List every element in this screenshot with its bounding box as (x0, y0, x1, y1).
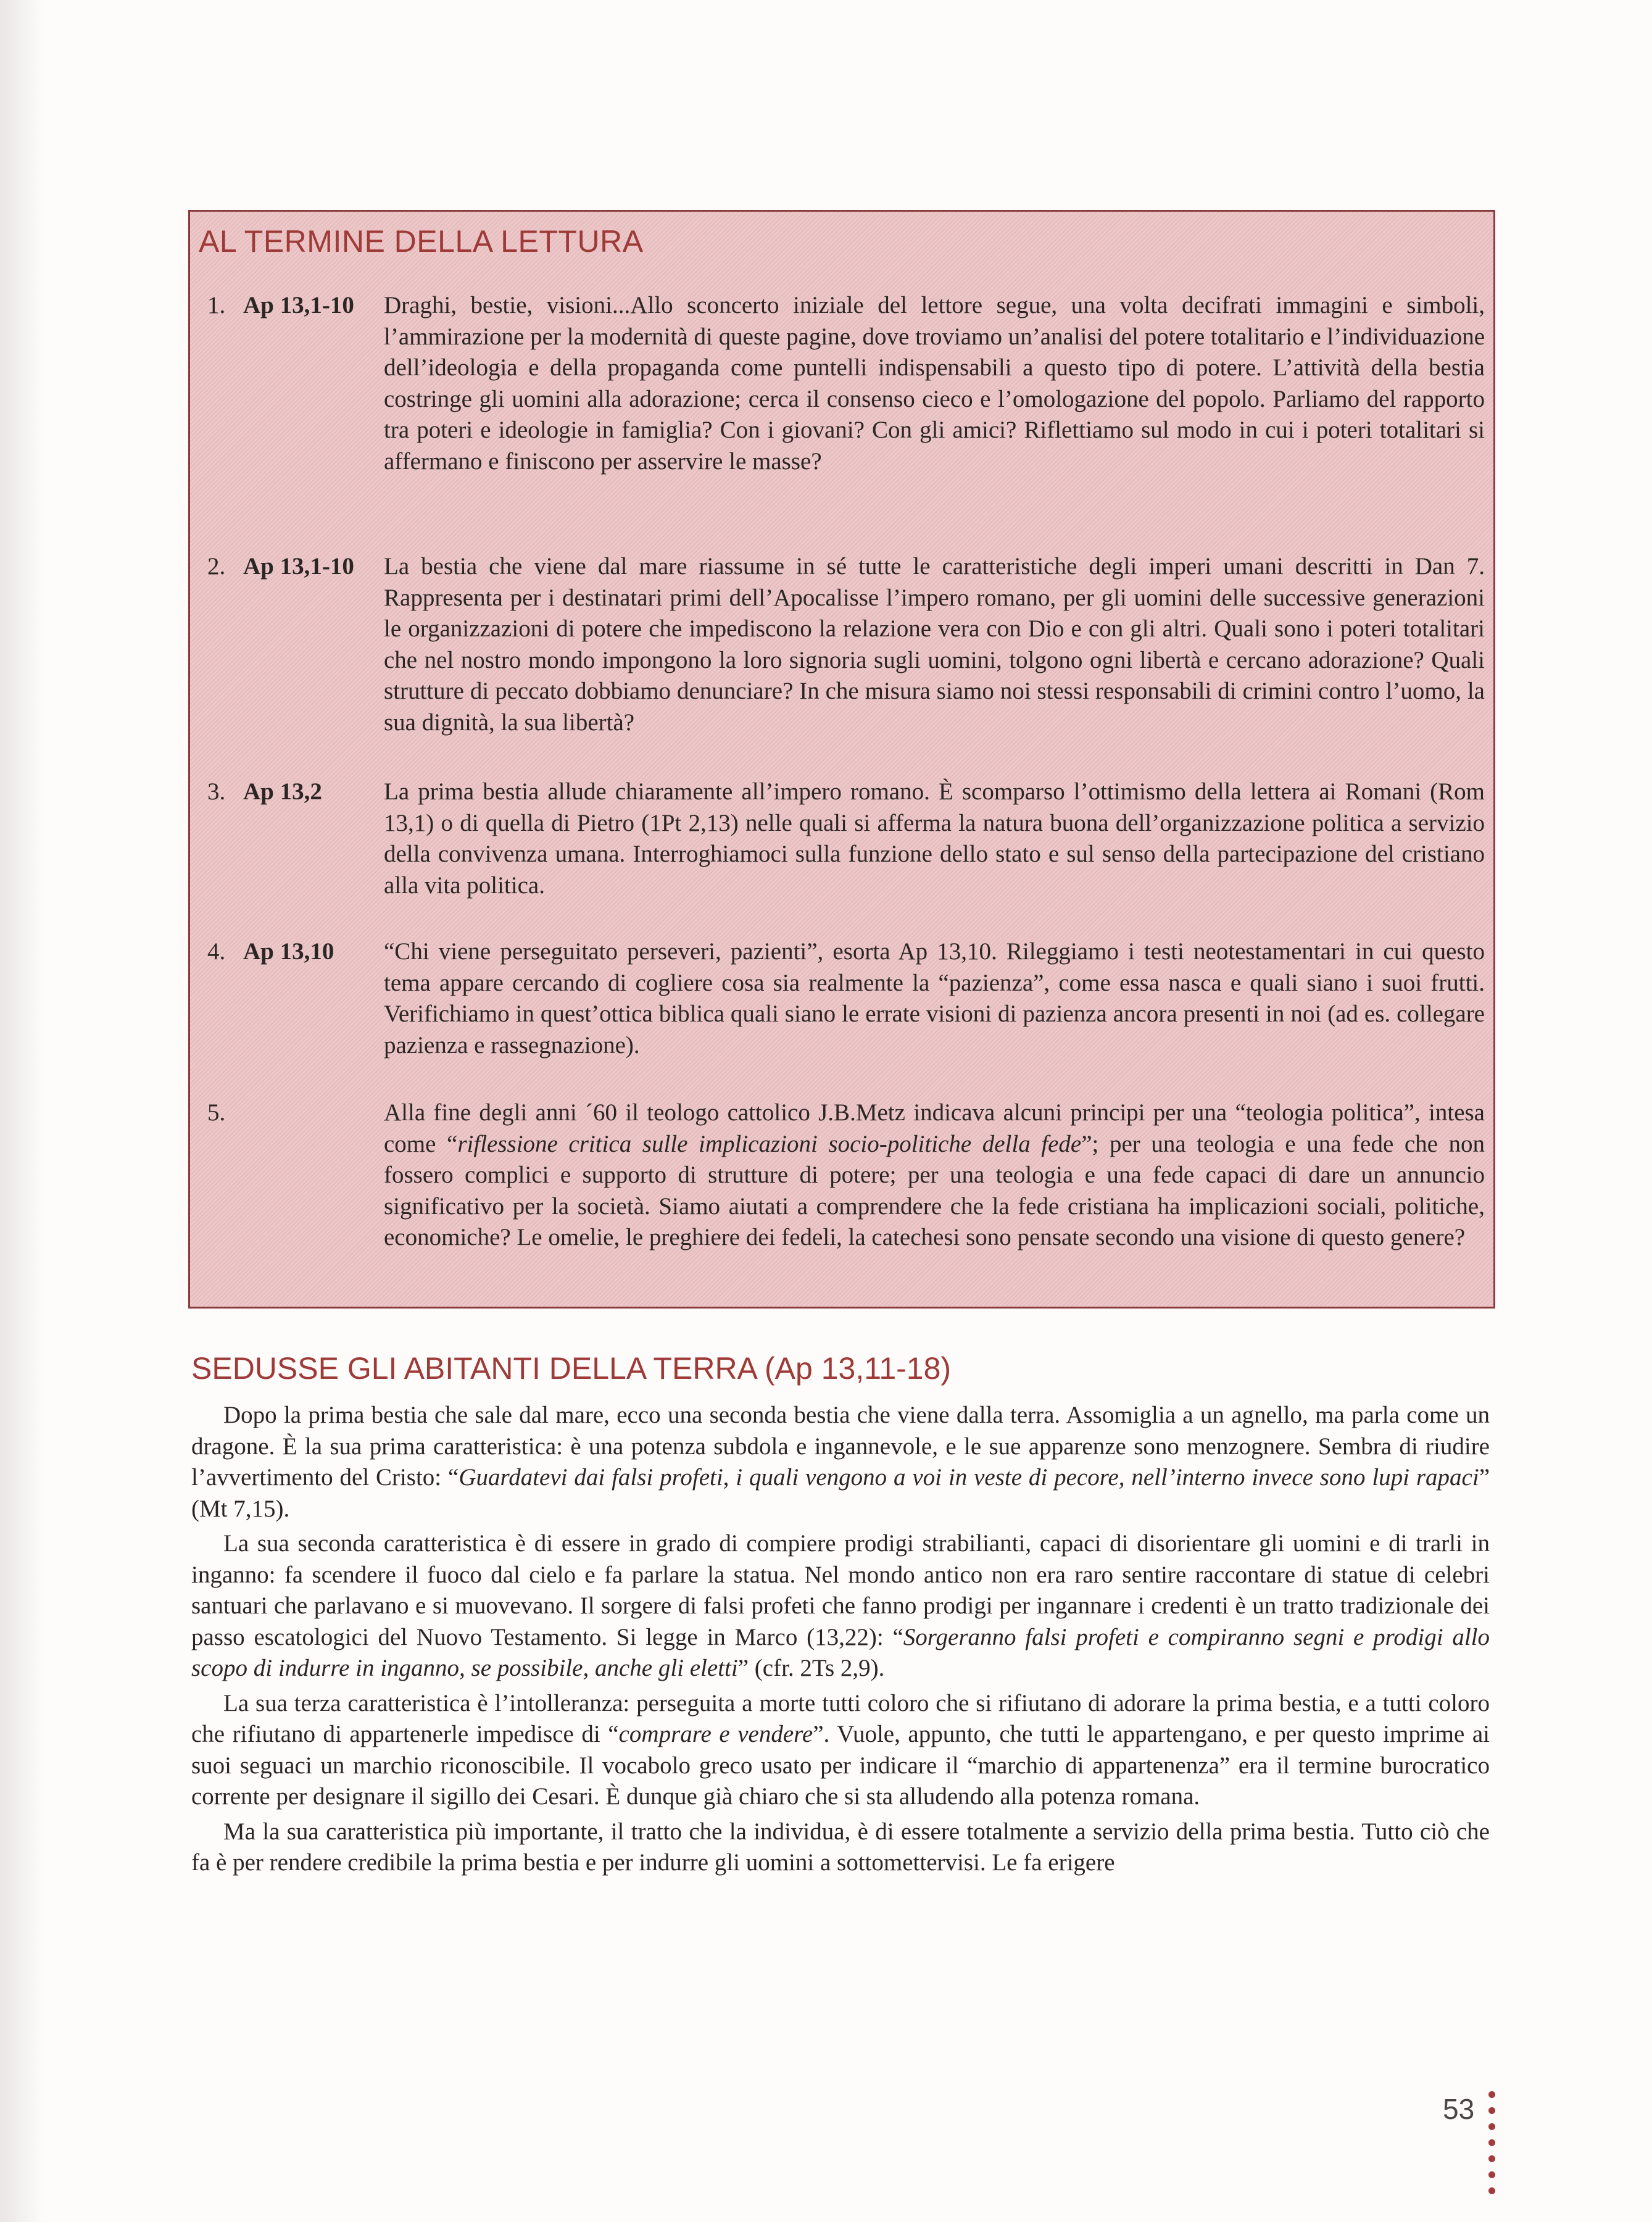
item-number: 2. (207, 553, 226, 580)
dot-icon (1488, 2091, 1495, 2098)
decorative-dots (1488, 2091, 1497, 2203)
paragraph-3 (191, 1688, 1490, 1813)
item-text: La prima bestia allude chiaramente all’impero romano. È scomparso l’ottimismo della lettera ai Romani (Rom 13,1) o di quella di Pietro (1Pt 2,13) nelle quali si afferma la natura buona dell’organizzazione politica a servizio della convivenza umana. Interroghiamoci sulla funzione dello stato e sul senso della partecipazione del cristiano alla vita politica. (384, 778, 1485, 899)
page-edge-shadow (0, 0, 43, 2222)
paragraph-quote: Sorgeranno falsi profeti e compiranno segni e prodigi allo scopo di indurre in inganno, se possibile, anche gli eletti (191, 1623, 1490, 1681)
paragraph-text: La sua terza caratteristica è l’intolleranza: perseguita a morte tutti coloro che si rifiutano di adorare la prima bestia, e a tutti coloro che rifiutano di appartenerle impedisce di “ (191, 1689, 1490, 1747)
question-item-1 (207, 290, 1485, 477)
dot-icon (1488, 2171, 1495, 2178)
question-item-2 (207, 551, 1485, 738)
item-number: 5. (207, 1099, 226, 1126)
item-text: “Chi viene perseguitato perseveri, pazienti”, esorta Ap 13,10. Rileggiamo i testi neotestamentari in cui questo tema appare cercando di cogliere cosa sia realmente la “pazienza”, come essa nasca e quali siano i suoi frutti. Verifichiamo in quest’ottica biblica quali siano le errate visioni di pazienza ancora presenti in noi (ad es. collegare pazienza e rassegnazione). (384, 938, 1485, 1059)
item-text-italic: riflessione critica sulle implicazioni socio-politiche della fede (457, 1130, 1082, 1157)
question-item-4 (207, 936, 1485, 1061)
page-number: 53 (1443, 2093, 1475, 2125)
item-number: 3. (207, 778, 226, 805)
item-reference: Ap 13,1-10 (243, 292, 354, 318)
item-text (384, 1097, 1485, 1254)
item-reference: Ap 13,2 (243, 778, 322, 805)
dot-icon (1488, 2107, 1495, 2114)
dot-icon (1488, 2187, 1495, 2194)
item-text-part: Alla fine degli anni ´60 il teologo cattolico J.B.Metz indicava alcuni principi per una “teologia politica”, intesa come “ (384, 1099, 1485, 1157)
paragraph-2 (191, 1528, 1490, 1684)
item-reference: Ap 13,10 (243, 938, 334, 965)
dot-icon (1488, 2139, 1495, 2146)
dot-icon (1488, 2123, 1495, 2130)
item-text-part: ”; per una teologia e una fede che non fossero complici e supporto di strutture di potere; per una teologia e una fede capaci di dare un annuncio significativo per la società. Siamo aiutati a comprendere che la fede cristiana ha implicazioni sociali, politiche, economiche? Le omelie, le preghiere dei fedeli, la catechesi sono pensate secondo una visione di questo genere? (384, 1130, 1485, 1250)
paragraph-text: ” (Mt 7,15). (191, 1464, 1490, 1522)
section-body (191, 1400, 1490, 1883)
question-item-3 (207, 776, 1485, 901)
item-reference: Ap 13,1-10 (243, 553, 354, 580)
item-text: Draghi, bestie, visioni...Allo sconcerto iniziale del lettore segue, una volta decifrati immagini e simboli, l’ammirazione per la modernità di queste pagine, dove troviamo un’analisi del potere totalitario e l’individuazione dell’ideologia e della propaganda come puntelli indispensabili a questo tipo di potere. L’attività della bestia costringe gli uomini alla adorazione; cerca il consenso cieco e l’omologazione del popolo. Parliamo del rapporto tra poteri e ideologie in famiglia? Con i giovani? Con gli amici? Riflettiamo sul modo in cui i poteri totalitari si affermano e finiscono per asservire le masse? (384, 292, 1485, 475)
paragraph-1 (191, 1400, 1490, 1525)
paragraph-4: Ma la sua caratteristica più importante, il tratto che la individua, è di essere totalmente a servizio della prima bestia. Tutto ciò che fa è per rendere credibile la prima bestia e per indurre gli uomini a sottomettervisi. Le fa erigere (191, 1818, 1490, 1876)
paragraph-text: ”. Vuole, appunto, che tutti le appartengano, e per questo imprime ai suoi seguaci un marchio riconoscibile. Il vocabolo greco usato per indicare il “marchio di appartenenza” era il termine burocratico corrente per designare il sigillo dei Cesari. È dunque già chiaro che si sta alludendo alla potenza romana. (191, 1721, 1490, 1810)
item-number: 1. (207, 292, 226, 318)
paragraph-text: Dopo la prima bestia che sale dal mare, ecco una seconda bestia che viene dalla terra. Assomiglia a un agnello, ma parla come un dragone. È la sua prima caratteristica: è una potenza subdola e ingannevole, e le sue apparenze sono menzognere. Sembra di riudire l’avvertimento del Cristo: “ (191, 1402, 1490, 1491)
paragraph-quote: Guardatevi dai falsi profeti, i quali vengono a voi in veste di pecore, nell’interno invece sono lupi rapaci (459, 1464, 1479, 1491)
paragraph-text: ” (cfr. 2Ts 2,9). (737, 1655, 885, 1681)
paragraph-quote: comprare e vendere (618, 1721, 813, 1747)
dot-icon (1488, 2155, 1495, 2162)
box-title: AL TERMINE DELLA LETTURA (199, 224, 644, 259)
item-number: 4. (207, 938, 226, 965)
section-title: SEDUSSE GLI ABITANTI DELLA TERRA (Ap 13,11-18) (191, 1351, 952, 1386)
question-item-5 (207, 1097, 1485, 1254)
item-text: La bestia che viene dal mare riassume in sé tutte le caratteristiche degli imperi umani descritti in Dan 7. Rappresenta per i destinatari primi dell’Apocalisse l’impero romano, per gli uomini delle successive generazioni le organizzazioni di potere che impediscono la relazione vera con Dio e con gli altri. Quali sono i poteri totalitari che nel nostro mondo impongono la loro signoria sugli uomini, tolgono ogni libertà e cercano adorazione? Quali strutture di peccato dobbiamo denunciare? In che misura siamo noi stessi responsabili di crimini contro l’uomo, la sua dignità, la sua libertà? (384, 553, 1485, 736)
paragraph-text: La sua seconda caratteristica è di essere in grado di compiere prodigi strabilianti, capaci di disorientare gli uomini e di trarli in inganno: fa scendere il fuoco dal cielo e fa parlare la statua. Nel mondo antico non era raro sentire raccontare di statue di celebri santuari che parlavano e si muovevano. Il sorgere di falsi profeti che fanno prodigi per ingannare i credenti è un tratto tradizionale dei passo escatologici del Nuovo Testamento. Si legge in Marco (13,22): “ (191, 1530, 1490, 1650)
